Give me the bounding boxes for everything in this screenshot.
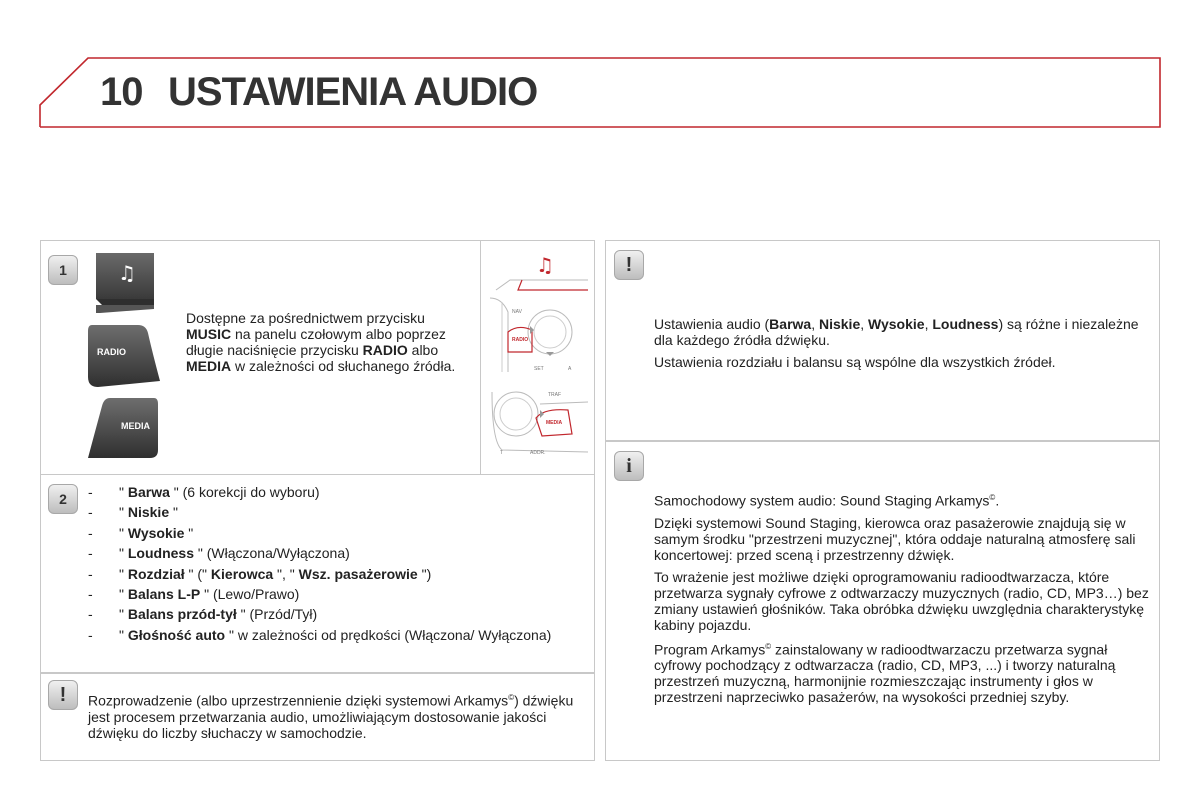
front-panel-graphic [488,252,588,462]
list-item: - " Głośność auto " w zależności od prędkości (Włączona/ Wyłączona) [88,627,568,643]
audio-settings-list [88,484,568,647]
media-key-label: MEDIA [121,421,150,431]
list-item: - " Wysokie " [88,525,568,541]
warning-icon: ! [48,680,78,710]
steps-divider-horizontal [40,474,595,475]
list-item: - " Balans przód-tył " (Przód/Tył) [88,606,568,622]
steps-divider-vertical [480,240,481,474]
sound-staging-info-text: Samochodowy system audio: Sound Staging Arkamys©. Dzięki systemowi Sound Staging, kierowca oraz pasażerowie znajdują się w samym środku "przestrzeni muzycznej", która oddaje naturalną atmosferę sali koncertowej: przed sceną i przestrzenny dźwięk. To wrażenie jest możliwe dzięki oprogramowaniu radioodtwarzacza, które przetwarza sygnały cyfrowe z odtwarzaczy muzycznych (radio, CD, MP3…) bez zmiany ustawień głośników. Taka obróbka dźwięku uwzględnia charakterystykę kabiny pojazdu. Program Arkamys© zainstalowany w radioodtwarzaczu przetwarza sygnał cyfrowy pochodzący z odtwarzacza (radio, CD, MP3, ...) i tworzy naturalną przestrzeń muzyczną, harmonijnie rozmieszczając instrumenty i głos w przestrzeni naprzeciwko pasażerów, na wysokości przedniej szyby. [654,492,1149,706]
music-note-red-icon: ♫ [536,253,554,277]
page-title: USTAWIENIA AUDIO [168,70,538,114]
audio-settings-note-text: Ustawienia audio (Barwa, Niskie, Wysokie, Loudness) są różne i niezależne dla każdego źródła dźwięku. Ustawienia rozdziału i balansu są wspólne dla wszystkich źródeł. [654,316,1139,370]
media-word: MEDIA [186,358,232,374]
list-item: - " Balans L-P " (Lewo/Prawo) [88,586,568,602]
arkamys-note-text: Rozprowadzenie (albo uprzestrzennienie dzięki systemowi Arkamys©) dźwięku jest procesem przetwarzania audio, umożliwiającym dostosowanie jakości dźwięku do liczby słuchaczy w samochodzie. [88,692,574,741]
step-2-badge: 2 [48,484,78,514]
step-1-description: Dostępne za pośrednictwem przycisku MUSIC na panelu czołowym albo poprzez długie naciśnięcie przycisku RADIO albo MEDIA w zależności od słuchanego źródła. [186,310,456,374]
music-word: MUSIC [186,326,232,342]
radio-word: RADIO [362,342,408,358]
panel-label-media: MEDIA [546,420,563,426]
panel-label-a: A [568,366,572,372]
chapter-number: 10 [100,70,143,114]
radio-key-label: RADIO [97,347,126,357]
info-icon: i [614,451,644,481]
front-panel-illustration [488,252,588,462]
panel-label-t: T [500,450,504,456]
panel-label-set: SET [534,366,544,372]
list-item: - " Rozdział " (" Kierowca ", " Wsz. pasażerowie ") [88,566,568,582]
panel-label-traf: TRAF [548,392,562,398]
panel-label-addr: ADDR. [530,450,546,456]
list-item: - " Barwa " (6 korekcji do wyboru) [88,484,568,500]
warning-icon: ! [614,250,644,280]
music-key [96,253,154,313]
panel-label-nav: NAV [512,309,522,315]
media-key [88,398,158,458]
step-1-badge: 1 [48,255,78,285]
music-note-icon: ♫ [118,261,136,285]
panel-label-radio: RADIO [512,337,529,343]
chapter-header [0,0,1200,140]
list-item: - " Loudness " (Włączona/Wyłączona) [88,545,568,561]
list-item: - " Niskie " [88,504,568,520]
radio-key [88,325,160,387]
